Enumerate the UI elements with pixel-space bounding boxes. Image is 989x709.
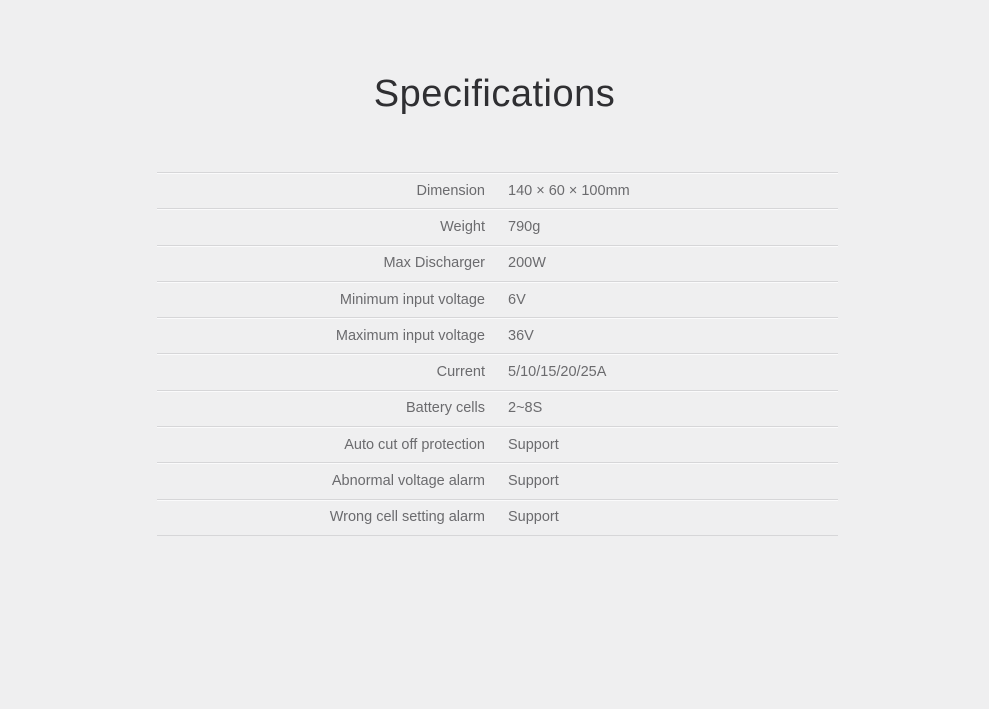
spec-value: 36V bbox=[508, 327, 534, 344]
spec-value: 790g bbox=[508, 218, 541, 235]
spec-label: Minimum input voltage bbox=[339, 291, 485, 308]
spec-row-battery-cells bbox=[157, 390, 838, 426]
spec-value: Support bbox=[508, 509, 559, 526]
spec-label: Battery cells bbox=[406, 400, 485, 417]
spec-row-current bbox=[157, 353, 838, 389]
spec-label: Auto cut off protection bbox=[344, 436, 485, 453]
spec-label: Current bbox=[436, 364, 485, 381]
spec-row-max-discharger bbox=[157, 245, 838, 281]
spec-row-abnormal-voltage-alarm bbox=[157, 462, 838, 498]
spec-value: Support bbox=[508, 473, 559, 490]
spec-row-wrong-cell-setting-alarm bbox=[157, 499, 838, 536]
spec-value: 5/10/15/20/25A bbox=[508, 364, 607, 381]
spec-label: Wrong cell setting alarm bbox=[329, 509, 485, 526]
spec-label: Abnormal voltage alarm bbox=[331, 473, 485, 490]
spec-label: Maximum input voltage bbox=[335, 327, 485, 344]
spec-label: Dimension bbox=[416, 182, 485, 199]
page-title: Specifications bbox=[373, 73, 616, 116]
spec-table bbox=[157, 172, 838, 536]
spec-row-maximum-input-voltage bbox=[157, 317, 838, 353]
spec-label: Weight bbox=[440, 218, 485, 235]
spec-value: 6V bbox=[508, 291, 526, 308]
spec-row-weight bbox=[157, 208, 838, 244]
spec-value: 200W bbox=[508, 255, 546, 272]
spec-value: 140 × 60 × 100mm bbox=[508, 182, 630, 199]
spec-row-dimension bbox=[157, 172, 838, 208]
spec-value: 2~8S bbox=[508, 400, 543, 417]
spec-row-auto-cut-off-protection bbox=[157, 426, 838, 462]
spec-row-minimum-input-voltage bbox=[157, 281, 838, 317]
spec-label: Max Discharger bbox=[383, 255, 485, 272]
spec-value: Support bbox=[508, 436, 559, 453]
